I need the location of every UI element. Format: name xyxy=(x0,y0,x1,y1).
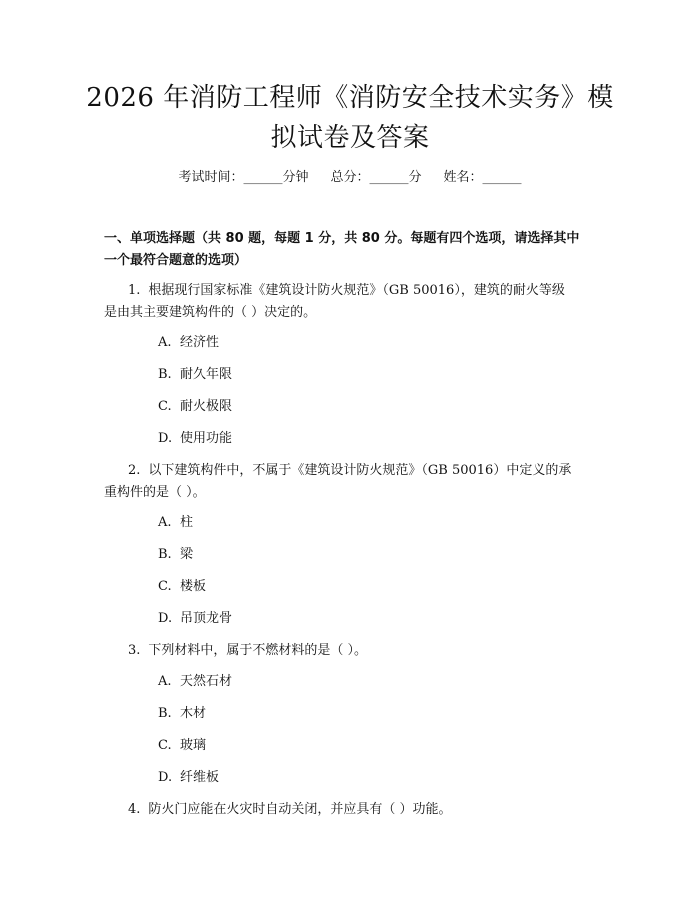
option-text: 楼板 xyxy=(180,579,207,594)
option-2b xyxy=(158,545,193,565)
question-1 xyxy=(104,280,604,324)
option-letter: D. xyxy=(158,431,173,446)
option-text: 玻璃 xyxy=(180,738,207,753)
option-2d xyxy=(158,609,232,629)
exam-title xyxy=(60,78,640,158)
option-1a xyxy=(158,333,219,353)
question-stem: 根据现行国家标准《建筑设计防火规范》（GB 50016），建筑的耐火等级 xyxy=(148,283,565,298)
option-letter: D. xyxy=(158,611,173,626)
option-letter: A. xyxy=(158,674,172,689)
exam-title-line1: 2026 年消防工程师《消防安全技术实务》模 xyxy=(86,83,614,113)
option-text: 吊顶龙骨 xyxy=(180,611,233,626)
question-4 xyxy=(104,799,604,821)
name-field: 姓名：______ xyxy=(443,170,522,185)
option-letter: C. xyxy=(158,738,172,753)
option-letter: C. xyxy=(158,399,172,414)
option-letter: B. xyxy=(158,367,172,382)
option-text: 经济性 xyxy=(180,335,220,350)
option-2a xyxy=(158,513,193,533)
option-text: 梁 xyxy=(180,547,194,562)
exam-title-line2: 拟试卷及答案 xyxy=(270,123,430,153)
section-heading-line2: 一个最符合题意的选项） xyxy=(104,253,248,268)
option-1b xyxy=(158,365,232,385)
option-3d xyxy=(158,768,219,788)
option-2c xyxy=(158,577,206,597)
question-stem-cont: 重构件的是（ ）。 xyxy=(104,485,206,500)
option-letter: A. xyxy=(158,335,172,350)
option-letter: D. xyxy=(158,770,173,785)
question-stem: 防火门应能在火灾时自动关闭，并应具有（ ）功能。 xyxy=(148,802,452,817)
question-stem: 以下建筑构件中，不属于《建筑设计防火规范》（GB 50016）中定义的承 xyxy=(148,463,572,478)
option-1c xyxy=(158,397,232,417)
question-number: 3. xyxy=(128,643,141,658)
section-heading xyxy=(104,228,604,272)
exam-meta xyxy=(0,168,700,188)
section-heading-line1: 一、单项选择题（共 80 题，每题 1 分，共 80 分。每题有四个选项，请选择其中 xyxy=(104,231,580,246)
option-3b xyxy=(158,704,206,724)
option-text: 纤维板 xyxy=(180,770,220,785)
question-number: 2. xyxy=(128,463,141,478)
option-text: 天然石材 xyxy=(180,674,233,689)
question-number: 1. xyxy=(128,283,141,298)
option-letter: B. xyxy=(158,706,172,721)
score-field: 总分：______分 xyxy=(330,170,422,185)
option-letter: C. xyxy=(158,579,172,594)
question-stem-cont: 是由其主要建筑构件的（ ）决定的。 xyxy=(104,305,317,320)
option-text: 耐火极限 xyxy=(180,399,233,414)
question-3 xyxy=(104,640,604,662)
option-letter: A. xyxy=(158,515,172,530)
option-letter: B. xyxy=(158,547,172,562)
question-number: 4. xyxy=(128,802,141,817)
question-stem: 下列材料中，属于不燃材料的是（ ）。 xyxy=(148,643,368,658)
question-2 xyxy=(104,460,604,504)
option-text: 柱 xyxy=(180,515,194,530)
option-1d xyxy=(158,429,232,449)
option-text: 耐久年限 xyxy=(180,367,233,382)
time-field: 考试时间：______分钟 xyxy=(178,170,309,185)
option-3c xyxy=(158,736,206,756)
option-3a xyxy=(158,672,232,692)
option-text: 木材 xyxy=(180,706,207,721)
option-text: 使用功能 xyxy=(180,431,233,446)
